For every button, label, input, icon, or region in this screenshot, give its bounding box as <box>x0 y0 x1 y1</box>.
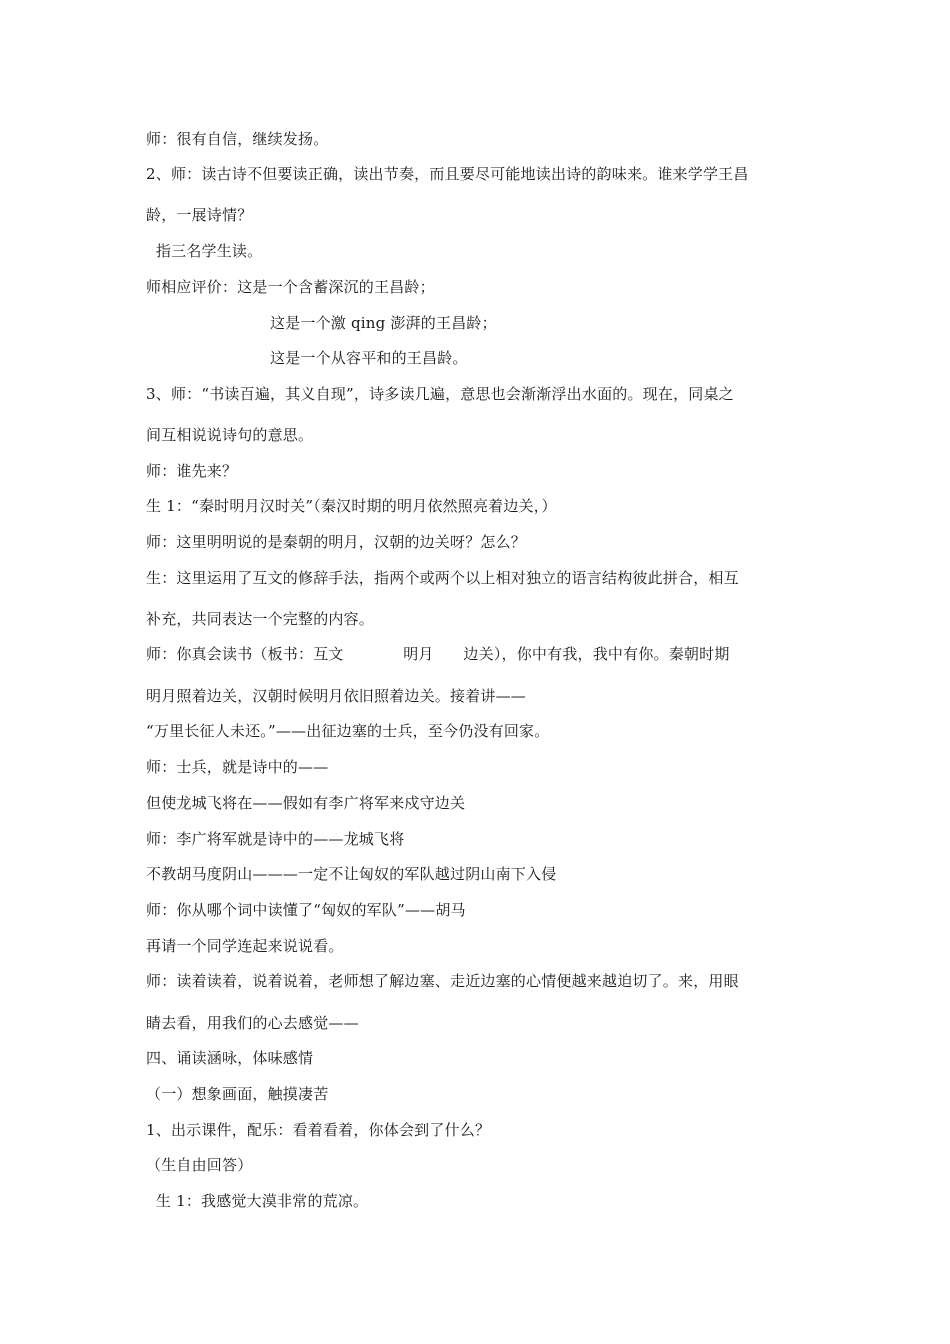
text-line: 这是一个激 qing 澎湃的王昌龄； <box>270 314 497 332</box>
text-line: 3、师：“书读百遍，其义自现”，诗多读几遍，意思也会渐渐浮出水面的。现在，同桌之 <box>146 385 734 403</box>
text-line: 明月照着边关，汉朝时候明月依旧照着边关。接着讲—— <box>146 687 527 705</box>
text-line: 师：很有自信，继续发扬。 <box>146 130 329 148</box>
text-line: 龄，一展诗情？ <box>146 206 253 224</box>
text-line: 师：李广将军就是诗中的——龙城飞将 <box>146 830 405 848</box>
text-line: 不教胡马度阴山———一定不让匈奴的军队越过阴山南下入侵 <box>146 865 557 883</box>
text-line: 但使龙城飞将在——假如有李广将军来戍守边关 <box>146 794 466 812</box>
text-line: 师：谁先来？ <box>146 462 238 480</box>
text-line: 师：你真会读书（板书：互文 明月 边关），你中有我，我中有你。秦朝时期 <box>146 645 730 663</box>
text-line: 生 1：我感觉大漠非常的荒凉。 <box>146 1192 369 1210</box>
subsection-heading: （一）想象画面，触摸凄苦 <box>146 1085 329 1103</box>
text-line: 这是一个从容平和的王昌龄。 <box>270 349 468 367</box>
text-line: 生 1：“秦时明月汉时关”（秦汉时期的明月依然照亮着边关，） <box>146 497 557 515</box>
text-line: 师：你从哪个词中读懂了“匈奴的军队”——胡马 <box>146 901 466 919</box>
text-line: 补充，共同表达一个完整的内容。 <box>146 610 375 628</box>
text-line: 师相应评价：这是一个含蓄深沉的王昌龄； <box>146 278 435 296</box>
text-line: “万里长征人未还。”——出征边塞的士兵，至今仍没有回家。 <box>146 722 550 740</box>
text-line: 师：读着读着，说着说着，老师想了解边塞、走近边塞的心情便越来越迫切了。来，用眼 <box>146 972 739 990</box>
text-line: （生自由回答） <box>146 1156 253 1174</box>
text-line: 师：士兵，就是诗中的—— <box>146 758 329 776</box>
section-heading: 四、诵读涵咏，体味感情 <box>146 1049 314 1067</box>
text-line: 间互相说说诗句的意思。 <box>146 426 314 444</box>
text-line: 1、出示课件，配乐：看着看着，你体会到了什么？ <box>146 1121 491 1139</box>
text-line: 再请一个同学连起来说说看。 <box>146 937 344 955</box>
text-line: 生：这里运用了互文的修辞手法，指两个或两个以上相对独立的语言结构彼此拼合，相互 <box>146 569 739 587</box>
text-line: 睛去看，用我们的心去感觉—— <box>146 1014 359 1032</box>
text-line: 师：这里明明说的是秦朝的明月，汉朝的边关呀？怎么？ <box>146 533 527 551</box>
text-line: 指三名学生读。 <box>146 242 263 260</box>
text-line: 2、师：读古诗不但要读正确，读出节奏，而且要尽可能地读出诗的韵味来。谁来学学王昌 <box>146 165 749 183</box>
